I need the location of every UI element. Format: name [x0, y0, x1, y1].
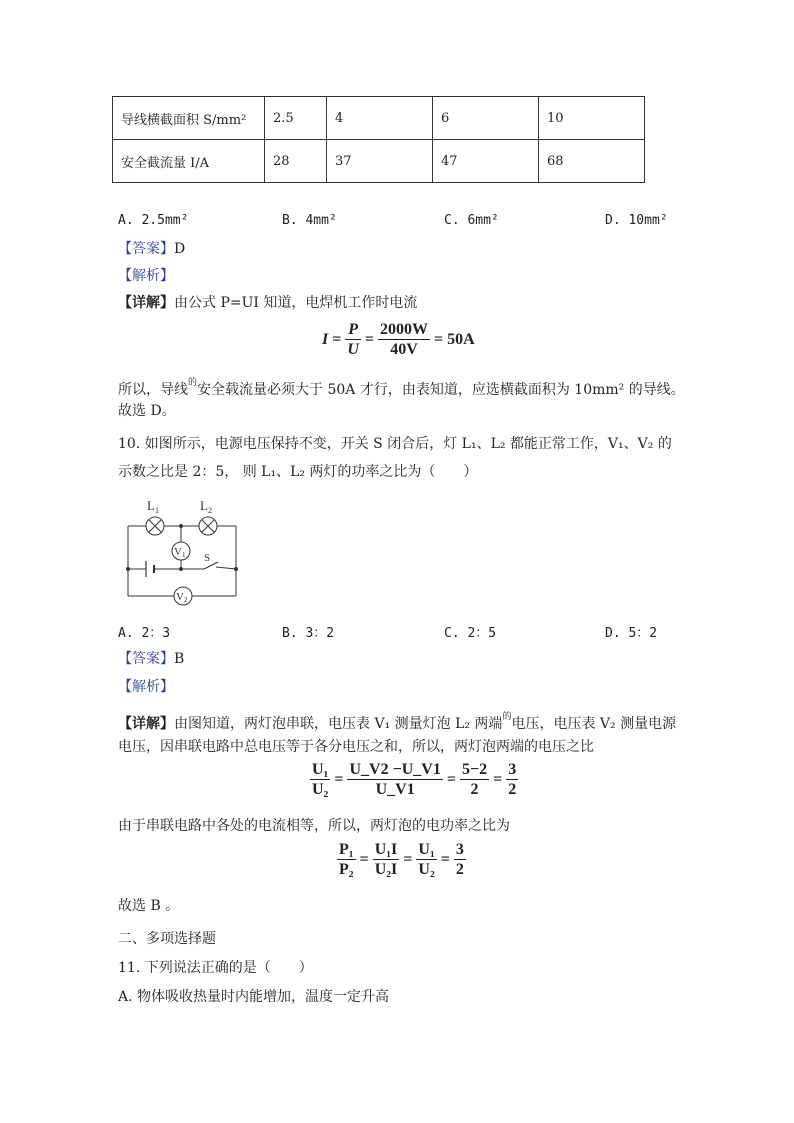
q10-detail-line1: 【详解】由图知道，两灯泡串联，电压表 V₁ 测量灯泡 L₂ 两端$^的$电压，电压表 V₂ 测量电源 — [118, 712, 677, 732]
table-cell: 导线横截面积 S/mm² — [113, 97, 265, 140]
q11-option-a: A. 物体吸收热量时内能增加，温度一定升高 — [118, 989, 390, 1005]
q9-answer: 【答案】D — [118, 241, 186, 257]
table-row — [113, 140, 645, 183]
q10-choose: 故选 B 。 — [118, 898, 180, 914]
table-cell: 6 — [433, 97, 539, 140]
battery-symbol — [146, 561, 154, 577]
cross-section-table — [112, 96, 645, 183]
q9-choose: 故选 D。 — [118, 403, 176, 419]
q10-analysis-tag: 【解析】 — [118, 679, 174, 695]
table-cell: 4 — [327, 97, 433, 140]
label-v2: V2 — [176, 591, 188, 604]
q9-formula: I = $\frac{P}{U}$ = $\frac{2000W}{40V}$ = 50A — [322, 321, 475, 358]
q10-current-line: 由于串联电路中各处的电流相等，所以，两灯泡的电功率之比为 — [118, 818, 510, 834]
q9-option-d: D. 10mm² — [605, 213, 668, 228]
lamp-l1-icon — [146, 517, 164, 535]
q9-conclusion: 所以，导线$^的$安全载流量必须大于 50A 才行，由表知道，应选横截面积为 10mm² 的导线。 — [118, 378, 685, 398]
q10-answer: 【答案】B — [118, 651, 185, 667]
q9-option-a: A. 2.5mm² — [118, 213, 189, 228]
label-v1: V1 — [174, 546, 186, 559]
table-cell: 68 — [539, 140, 645, 183]
q9-option-b: B. 4mm² — [282, 213, 337, 228]
table-cell: 47 — [433, 140, 539, 183]
table-cell: 37 — [327, 140, 433, 183]
q9-option-c: C. 6mm² — [444, 213, 499, 228]
q10-option-a: A. 2：3 — [118, 626, 171, 641]
q10-stem-line2: 示数之比是 2：5， 则 L₁、L₂ 两灯的功率之比为（ ） — [118, 464, 478, 480]
table-cell: 2.5 — [265, 97, 327, 140]
label-switch: S — [204, 552, 211, 564]
q9-detail: 【详解】由公式 P=UI 知道，电焊机工作时电流 — [118, 295, 418, 311]
table-row — [113, 97, 645, 140]
q9-analysis-tag: 【解析】 — [118, 268, 174, 284]
q10-stem-line1: 10. 如图所示，电源电压保持不变，开关 S 闭合后，灯 L₁、L₂ 都能正常工作，V₁、V₂ 的 — [118, 436, 672, 452]
table-cell: 10 — [539, 97, 645, 140]
q10-option-d: D. 5：2 — [605, 626, 658, 641]
q10-option-c: C. 2：5 — [444, 626, 497, 641]
circuit-diagram — [118, 494, 248, 612]
q10-option-b: B. 3：2 — [282, 626, 335, 641]
table-cell: 安全截流量 I/A — [113, 140, 265, 183]
q10-power-ratio-formula: $\frac{\text{P₁}}{\text{P₂}}$ = $\frac{\text{U₁I}}{\text{U₂I}}$ = $\frac{\text{U₁}}{\text{U₂}}$ = $\frac{3}{2}$ — [339, 841, 464, 878]
table-cell: 28 — [265, 140, 327, 183]
q11-stem: 11. 下列说法正确的是（ ） — [118, 960, 313, 976]
q10-voltage-ratio-formula: $\frac{\text{U₁}}{\text{U₂}}$ = $\frac{U\_V2 -U\_V1}{U\_V1}$ = $\frac{5-2}{2}$ = $\frac{3}{2}$ — [312, 761, 517, 798]
section-heading: 二、多项选择题 — [118, 931, 216, 947]
lamp-l2-icon — [199, 517, 217, 535]
label-l2: $L_2$ — [200, 498, 212, 515]
label-l1: $L_1$ — [147, 498, 159, 515]
q10-detail-line2: 电压，因串联电路中总电压等于各分电压之和，所以，两灯泡两端的电压之比 — [118, 739, 594, 755]
